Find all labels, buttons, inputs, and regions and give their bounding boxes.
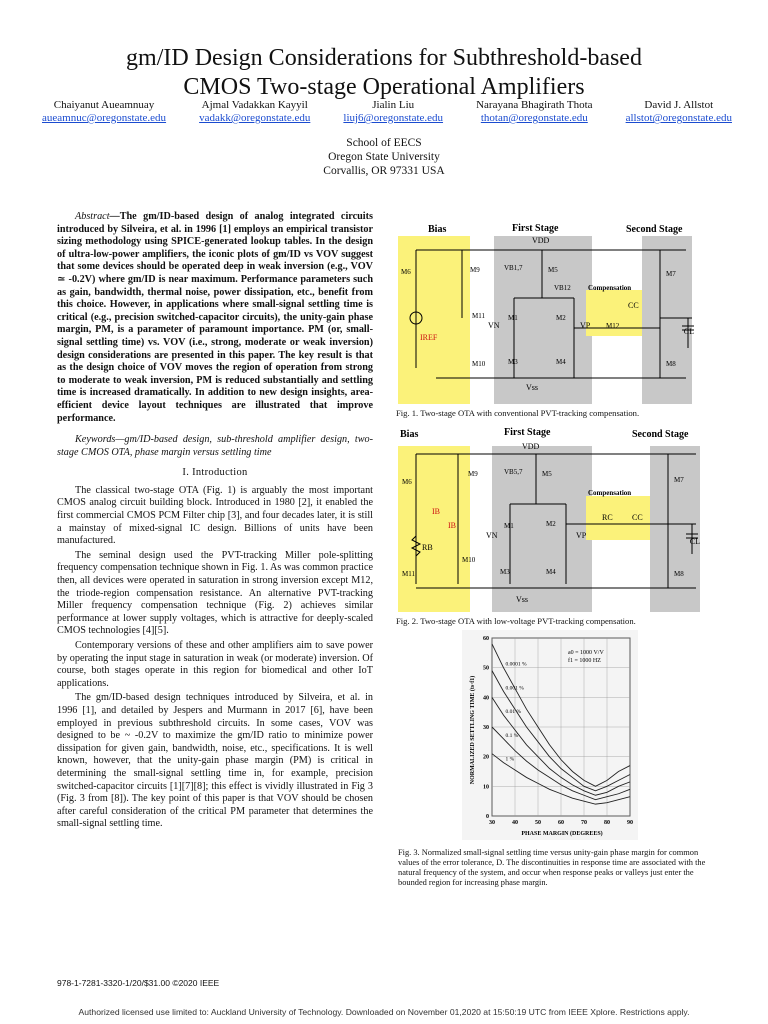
rb-label: RB — [422, 543, 433, 552]
ib-label: IB — [432, 507, 440, 516]
bias-label: Bias — [400, 429, 419, 440]
device-label: M8 — [674, 570, 684, 578]
affiliation-line: Corvallis, OR 97331 USA — [323, 165, 445, 177]
bias-block — [398, 446, 470, 612]
figure-2-schematic — [396, 424, 702, 614]
series-label: 1 % — [505, 756, 515, 763]
series-label: 0.0001 % — [505, 661, 527, 668]
figure-3-chart — [462, 630, 638, 840]
vb12-label: VB12 — [554, 284, 571, 292]
series-label: 0.01 % — [505, 709, 522, 716]
affiliation-line: School of EECS — [346, 137, 422, 149]
vdd-label: VDD — [522, 442, 540, 451]
cl-label: CL — [683, 327, 694, 336]
author-name: Narayana Bhagirath Thota — [476, 99, 593, 111]
compensation-label: Compensation — [588, 284, 632, 292]
author-email-link[interactable]: thotan@oregonstate.edu — [480, 112, 588, 124]
iref-label: IREF — [420, 333, 438, 342]
vss-label: Vss — [516, 595, 529, 604]
device-label: M6 — [402, 478, 412, 486]
x-tick-label: 70 — [581, 820, 587, 826]
title-line-1: gm/ID Design Considerations for Subthreshold-based — [126, 45, 642, 71]
x-tick-label: 80 — [604, 820, 610, 826]
title-line-2: CMOS Two-stage Operational Amplifiers — [183, 74, 585, 100]
device-label: M4 — [546, 568, 556, 576]
figure-1-caption: Fig. 1. Two-stage OTA with conventional PVT-tracking compensation. — [396, 408, 640, 418]
y-tick-label: 40 — [483, 695, 489, 702]
vb-label: VB5,7 — [504, 468, 523, 476]
y-tick-label: 0 — [486, 814, 489, 820]
second-stage-label: Second Stage — [632, 429, 689, 440]
first-stage-label: First Stage — [512, 223, 559, 234]
figure-2-caption: Fig. 2. Two-stage OTA with low-voltage PVT-tracking compensation. — [396, 616, 636, 626]
y-tick-label: 20 — [483, 754, 489, 761]
device-label: M2 — [556, 314, 566, 322]
y-tick-label: 10 — [483, 784, 489, 791]
device-label: M1 — [508, 314, 518, 322]
second-stage-label: Second Stage — [626, 224, 683, 235]
bias-block — [398, 236, 470, 404]
keywords: Keywords—gm/ID-based design, sub-threshold amplifier design, two-stage CMOS OTA, phase margin versus settling time — [57, 434, 373, 458]
chart-annotation: a0 = 1000 V/V — [568, 650, 604, 656]
abstract-text: —The gm/ID-based design of analog integrated circuits introduced by Silveira, et al. in 1996 [1] employs an empirical transistor sizing methodology using SPICE-generated lookup tables. In the design of ultra-low-power amplifiers, the iconic plots of gm/ID vs VOV suggest that some devices should be operated deep in weak inversion (e.g., VOV ≃ -0.2V) where gm/ID is near maximum. Performance parameters such as gain, bandwidth, thermal noise, power dissipation, etc., benefit from this choice. However, in applications where small-signal settling time is critical (e.g., precision switched-capacitor circuits), the unity-gain phase margin, PM, is a parameter of paramount importance. PM (or, small-signal settling time) vs. VOV (i.e., strong, moderate or weak inversion) design considerations are presented in this paper. The key result is that as the design choice of VOV moves the region of operation from strong to moderate to weak inversion, PM is reduced substantially and settling time is increased dramatically. In addition to new design insights, area-efficient device layout techniques are illustrated that improve performance. — [57, 211, 373, 424]
author — [199, 99, 310, 125]
device-label: M4 — [556, 358, 566, 366]
rc-label: RC — [602, 513, 613, 522]
author-email-link[interactable]: liuj6@oregonstate.edu — [343, 112, 444, 124]
device-label: M9 — [468, 470, 478, 478]
author — [626, 99, 732, 125]
first-stage-label: First Stage — [504, 427, 551, 438]
affiliation-line: Oregon State University — [328, 151, 440, 163]
device-label: M10 — [462, 556, 476, 564]
body-paragraph: The gm/ID-based design techniques introduced by Silveira, et al. in 1996 [1], and detailed by Jespers and Murmann in 2017 [6], have been employed in previous subthreshold circuits. In some cases, VOV was designed to be ~ -0.2V to maximize the gm/ID ratio to minimize power dissipation for given gain, bandwidth, noise, etc., specifications. It is well known, however, that the unity-gain phase margin (PM) is critical in determining the small-signal settling time in, for example, precision switched-capacitor circuits [1][7][8]; this effect is vividly illustrated in Fig 3 (Fig. 3 from [8]). The key point of this paper is that VOV should be chosen after careful consideration of the critical PM parameter that determines the small-signal settling time. — [57, 692, 373, 830]
figure-3-caption: Fig. 3. Normalized small-signal settling time versus unity-gain phase margin for common values of the error tolerance, D. The discontinuities in response time are associated with the natural frequency of the system, and occur when response peaks or valleys just enter the bounded region for increasing phase margin. — [398, 848, 706, 887]
series-label: 0.1 % — [505, 732, 519, 739]
device-label: M3 — [500, 568, 510, 576]
vp-label: VP — [576, 531, 587, 540]
cl-label: CL — [689, 537, 700, 546]
author-email-link[interactable]: allstot@oregonstate.edu — [625, 112, 732, 124]
x-axis-label: PHASE MARGIN (DEGREES) — [521, 831, 603, 837]
cc-label: CC — [628, 301, 639, 310]
vn-label: VN — [486, 531, 498, 540]
abstract — [57, 211, 373, 425]
body-paragraph: The classical two-stage OTA (Fig. 1) is arguably the most important CMOS analog circuit building block. Introduced in 1980 [2], it enabled the first commercial CMOS PCM Filter chip [3], and four decades later, it is still a mainstay of mixed-signal IC design. Billions of units have been manufactured. — [57, 484, 373, 547]
author-name: Ajmal Vadakkan Kayyil — [201, 99, 308, 111]
y-axis-label: NORMALIZED SETTLING TIME (ts·f1) — [470, 675, 476, 785]
left-column — [57, 211, 373, 831]
device-label: M6 — [401, 268, 411, 276]
author-list — [42, 99, 732, 125]
isbn-footer: 978-1-7281-3320-1/20/$31.00 ©2020 IEEE — [57, 978, 220, 988]
author-name: David J. Allstot — [644, 99, 714, 111]
author-email-link[interactable]: vadakk@oregonstate.edu — [199, 112, 311, 124]
paper-title — [0, 44, 768, 102]
author-name: Jialin Liu — [372, 99, 415, 111]
device-label: M5 — [542, 470, 552, 478]
vb-label: VB1,7 — [504, 264, 523, 272]
author-name: Chaiyanut Aueamnuay — [53, 99, 155, 111]
abstract-label: Abstract — [75, 211, 110, 222]
device-label: M8 — [666, 360, 676, 368]
device-label: M10 — [472, 360, 486, 368]
x-tick-label: 60 — [558, 820, 564, 826]
x-tick-label: 50 — [535, 820, 541, 826]
ib-label: IB — [448, 521, 456, 530]
vss-label: Vss — [526, 383, 539, 392]
x-tick-label: 30 — [489, 820, 495, 826]
device-label: M12 — [606, 322, 620, 330]
x-tick-label: 40 — [512, 820, 518, 826]
device-label: M1 — [504, 522, 514, 530]
license-footer: Authorized licensed use limited to: Auckland University of Technology. Downloaded on November 01,2020 at 15:50:19 UTC from IEEE Xplore. Restrictions apply. — [78, 1007, 690, 1017]
chart-background — [462, 630, 638, 840]
y-tick-label: 30 — [483, 725, 489, 731]
series-label: 0.001 % — [505, 685, 524, 692]
cc-label: CC — [632, 513, 643, 522]
device-label: M7 — [674, 476, 684, 484]
vdd-label: VDD — [532, 236, 550, 245]
figure-1-schematic — [396, 218, 696, 406]
device-label: M9 — [470, 266, 480, 274]
affiliation — [0, 136, 768, 178]
author-email-link[interactable]: aueamnuc@oregonstate.edu — [42, 112, 167, 124]
author — [343, 99, 443, 125]
y-tick-label: 60 — [483, 636, 489, 642]
compensation-label: Compensation — [588, 489, 632, 497]
device-label: M11 — [472, 312, 485, 320]
author — [42, 99, 166, 125]
body-paragraph: The seminal design used the PVT-tracking Miller pole-splitting frequency compensation technique shown in Fig. 1. As was common practice then, all devices were operated in saturation in strong inversion except M12, the triode-region compensation resistance. An alternative PVT-tracking Miller frequency compensation technique (Fig. 2) achieves similar performance at lower supply voltages, which is attractive for deeply-scaled CMOS technologies [4][5]. — [57, 549, 373, 637]
x-tick-label: 90 — [627, 820, 633, 826]
device-label: M3 — [508, 358, 518, 366]
device-label: M7 — [666, 270, 676, 278]
section-heading: I. Introduction — [182, 467, 248, 479]
second-stage-block — [642, 236, 692, 404]
device-label: M5 — [548, 266, 558, 274]
bias-label: Bias — [428, 224, 447, 235]
device-label: M2 — [546, 520, 556, 528]
body-paragraph: Contemporary versions of these and other amplifiers aim to save power by operating the input stage in saturation in weak (or moderate) inversion. Of course, both stages operate in this region for biomedical and other IoT applications. — [57, 640, 373, 689]
author — [476, 99, 592, 125]
vp-label: VP — [580, 321, 591, 330]
device-label: M11 — [402, 570, 415, 578]
y-tick-label: 50 — [483, 665, 489, 672]
vn-label: VN — [488, 321, 500, 330]
chart-annotation: f1 = 1000 HZ — [568, 658, 601, 664]
